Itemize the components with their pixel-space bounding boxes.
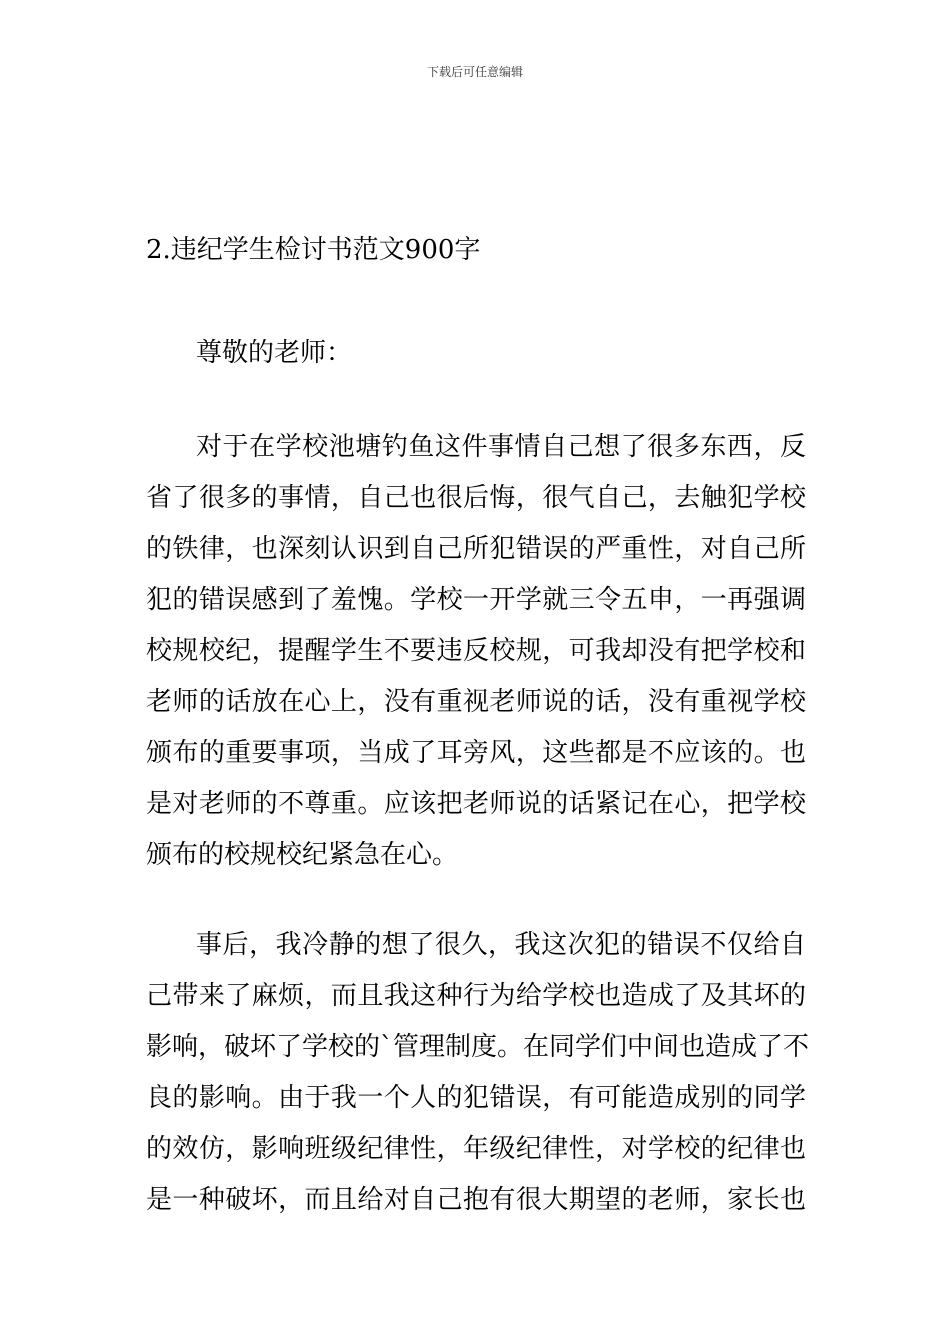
paragraph-line: 是对老师的不尊重。应该把老师说的话紧记在心，把学校 xyxy=(146,789,806,819)
paragraph-line: 犯的错误感到了羞愧。学校一开学就三令五申，一再强调 xyxy=(146,585,806,615)
paragraph-line: 老师的话放在心上，没有重视老师说的话，没有重视学校 xyxy=(146,687,806,717)
paragraph-line: 颁布的校规校纪紧急在心。 xyxy=(146,840,459,870)
paragraph-line: 的效仿，影响班级纪律性，年级纪律性，对学校的纪律也 xyxy=(146,1134,806,1164)
paragraph-line: 校规校纪，提醒学生不要违反校规，可我却没有把学校和 xyxy=(146,636,806,666)
paragraph-line: 己带来了麻烦，而且我这种行为给学校也造成了及其坏的 xyxy=(146,981,806,1011)
paragraph-line: 省了很多的事情，自己也很后悔，很气自己，去触犯学校 xyxy=(146,483,806,513)
document-title: 2.违纪学生检讨书范文900字 xyxy=(146,235,481,265)
body-paragraph xyxy=(146,920,810,1226)
paragraph-line: 是一种破坏，而且给对自己抱有很大期望的老师，家长也 xyxy=(146,1185,806,1215)
paragraph-line: 良的影响。由于我一个人的犯错误，有可能造成别的同学 xyxy=(146,1083,806,1113)
paragraph-line: 颁布的重要事项，当成了耳旁风，这些都是不应该的。也 xyxy=(146,738,806,768)
paragraph-line: 事后，我冷静的想了很久，我这次犯的错误不仅给自 xyxy=(196,930,806,960)
paragraph-line: 的铁律，也深刻认识到自己所犯错误的严重性，对自己所 xyxy=(146,534,806,564)
header-note: 下载后可任意编辑 xyxy=(426,65,523,79)
body-paragraph xyxy=(146,422,806,881)
paragraph-line: 影响，破坏了学校的`管理制度。在同学们中间也造成了不 xyxy=(146,1032,810,1062)
paragraph-line: 对于在学校池塘钓鱼这件事情自己想了很多东西，反 xyxy=(196,432,806,462)
salutation: 尊敬的老师： xyxy=(196,338,353,368)
